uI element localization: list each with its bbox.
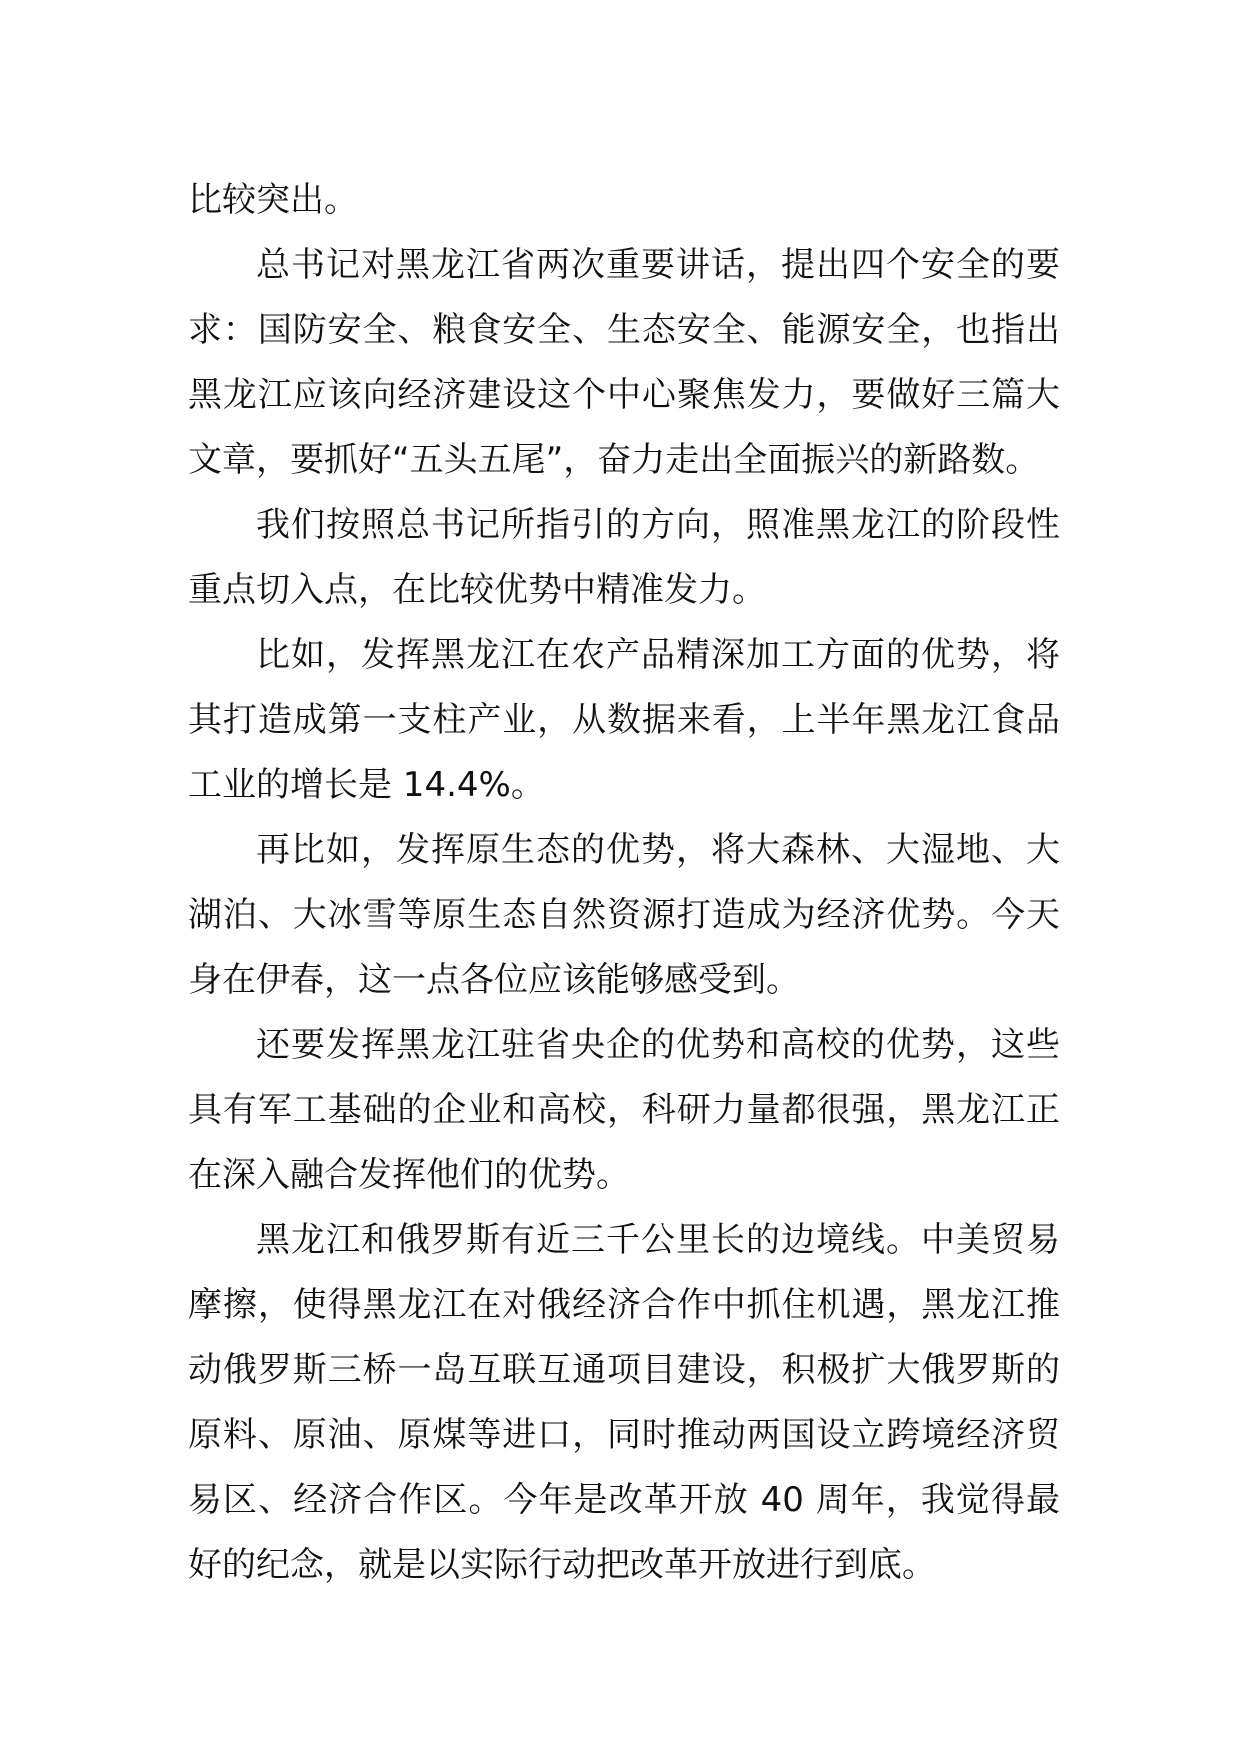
paragraph-3: 我们按照总书记所指引的方向，照准黑龙江的阶段性重点切入点，在比较优势中精准发力。 (188, 505, 1060, 610)
paragraph-1: 比较突出。 (188, 180, 358, 220)
paragraph-5: 再比如，发挥原生态的优势，将大森林、大湿地、大湖泊、大冰雪等原生态自然资源打造成为经济优势。今天身在伊春，这一点各位应该能够感受到。 (188, 830, 1060, 1000)
document-body (188, 168, 1060, 1598)
paragraph-6: 还要发挥黑龙江驻省央企的优势和高校的优势，这些具有军工基础的企业和高校，科研力量都很强，黑龙江正在深入融合发挥他们的优势。 (188, 1025, 1060, 1195)
paragraph-2: 总书记对黑龙江省两次重要讲话，提出四个安全的要求：国防安全、粮食安全、生态安全、能源安全，也指出黑龙江应该向经济建设这个中心聚焦发力，要做好三篇大文章，要抓好“五头五尾”，奋力走出全面振兴的新路数。 (188, 245, 1060, 480)
paragraph-4: 比如，发挥黑龙江在农产品精深加工方面的优势，将其打造成第一支柱产业，从数据来看，上半年黑龙江食品工业的增长是 14.4%。 (188, 635, 1060, 805)
paragraph-7: 黑龙江和俄罗斯有近三千公里长的边境线。中美贸易摩擦，使得黑龙江在对俄经济合作中抓住机遇，黑龙江推动俄罗斯三桥一岛互联互通项目建设，积极扩大俄罗斯的原料、原油、原煤等进口，同时推动两国设立跨境经济贸易区、经济合作区。今年是改革开放 40 周年，我觉得最好的纪念，就是以实际行动把改革开放进行到底。 (188, 1220, 1060, 1585)
